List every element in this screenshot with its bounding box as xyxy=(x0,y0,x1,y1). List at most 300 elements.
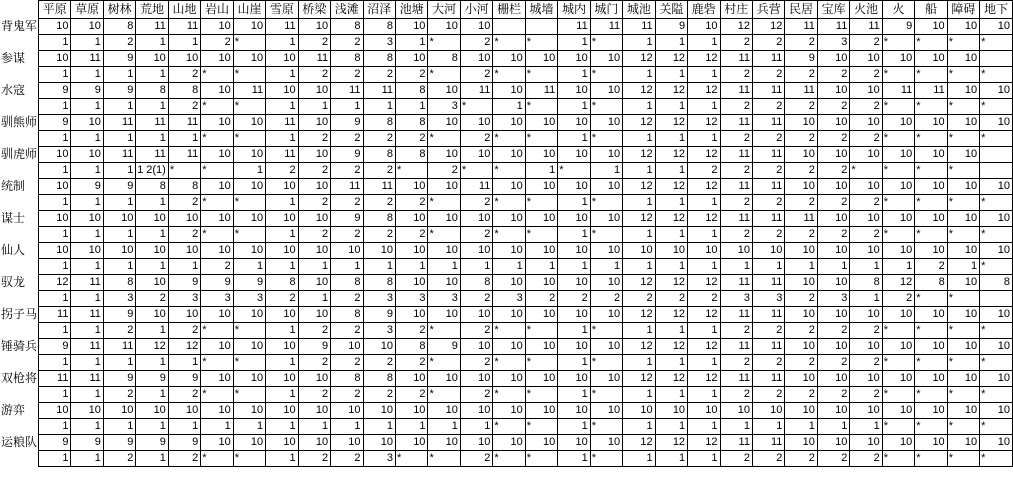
table-body xyxy=(0,19,1013,467)
table-cell: 10 xyxy=(947,307,979,323)
table-cell: 12 xyxy=(623,339,655,355)
table-row xyxy=(0,307,1013,323)
table-cell: 2 xyxy=(460,355,492,371)
table-cell: 1 xyxy=(460,419,492,435)
table-cell: 12 xyxy=(623,371,655,387)
table-cell: 10 xyxy=(136,403,168,419)
table-cell: 3 xyxy=(363,451,395,467)
table-cell: 2 xyxy=(168,99,200,115)
table-cell: * xyxy=(915,163,947,179)
table-cell: 10 xyxy=(201,51,233,67)
column-header: 草原 xyxy=(71,1,103,19)
table-cell: 2 xyxy=(395,67,427,83)
table-row xyxy=(0,339,1013,355)
table-cell: 2 xyxy=(850,195,882,211)
table-cell: 1 xyxy=(103,99,135,115)
row-label xyxy=(0,419,39,435)
table-cell: 1 xyxy=(785,419,817,435)
table-cell: 1 xyxy=(558,131,590,147)
table-cell: 10 xyxy=(882,371,914,387)
table-cell: 10 xyxy=(590,435,622,451)
table-cell: 2 xyxy=(850,131,882,147)
table-cell: 10 xyxy=(201,371,233,387)
table-cell: * xyxy=(201,451,233,467)
table-cell: 1 xyxy=(395,35,427,51)
table-cell: 9 xyxy=(331,147,363,163)
table-cell: 8 xyxy=(136,83,168,99)
table-cell: 12 xyxy=(623,179,655,195)
table-cell: 10 xyxy=(947,115,979,131)
table-cell xyxy=(493,19,525,35)
table-cell: 2 xyxy=(785,35,817,51)
table-cell: 2 xyxy=(785,195,817,211)
table-cell: 1 xyxy=(233,419,265,435)
table-cell: 1 xyxy=(688,227,720,243)
table-cell: 12 xyxy=(688,275,720,291)
table-cell: 1 xyxy=(623,451,655,467)
table-cell: * xyxy=(915,323,947,339)
table-cell: 10 xyxy=(460,403,492,419)
table-cell: 12 xyxy=(655,211,687,227)
table-cell: 2 xyxy=(298,67,330,83)
table-cell: 10 xyxy=(590,403,622,419)
table-cell: * xyxy=(915,355,947,371)
table-cell: 2 xyxy=(785,131,817,147)
table-cell: * xyxy=(233,67,265,83)
table-cell: 3 xyxy=(817,291,849,307)
table-cell: 8 xyxy=(103,19,135,35)
table-cell: 11 xyxy=(720,115,752,131)
table-cell: * xyxy=(947,99,979,115)
table-cell: 9 xyxy=(71,83,103,99)
table-cell: 8 xyxy=(331,19,363,35)
table-cell: 10 xyxy=(395,275,427,291)
table-cell: 1 xyxy=(266,419,298,435)
table-cell: 2 xyxy=(752,227,784,243)
table-cell: 11 xyxy=(752,179,784,195)
row-label: 拐子马 xyxy=(1,307,38,321)
table-cell: 2 xyxy=(785,227,817,243)
table-cell: 11 xyxy=(720,339,752,355)
column-header: 宝库 xyxy=(817,1,849,19)
table-cell: 10 xyxy=(882,307,914,323)
table-row xyxy=(0,195,1013,211)
table-cell: * xyxy=(980,131,1013,147)
table-cell: 12 xyxy=(39,275,71,291)
table-cell: 1 xyxy=(623,419,655,435)
table-cell: * xyxy=(850,163,882,179)
column-header: 树林 xyxy=(103,1,135,19)
row-label: 水寇 xyxy=(1,83,26,97)
table-cell: 2 xyxy=(817,131,849,147)
table-cell: 1 xyxy=(331,259,363,275)
table-cell: 2 xyxy=(331,195,363,211)
table-cell: * xyxy=(428,131,460,147)
table-cell: 1 xyxy=(71,227,103,243)
table-cell: 10 xyxy=(947,19,979,35)
table-cell: 2 xyxy=(752,35,784,51)
table-cell: 1 xyxy=(655,451,687,467)
table-cell: * xyxy=(980,35,1013,51)
table-cell: 10 xyxy=(558,115,590,131)
table-cell: 10 xyxy=(850,307,882,323)
table-cell: 1 xyxy=(39,227,71,243)
table-cell: 10 xyxy=(201,211,233,227)
table-cell: 1 xyxy=(395,259,427,275)
table-cell: 1 xyxy=(71,195,103,211)
table-cell: 10 xyxy=(201,307,233,323)
table-row xyxy=(0,371,1013,387)
table-cell: 11 xyxy=(850,19,882,35)
table-cell: 2 xyxy=(395,131,427,147)
table-cell: 10 xyxy=(428,371,460,387)
table-cell: 2 xyxy=(752,323,784,339)
table-cell: 10 xyxy=(817,51,849,67)
table-cell: 1 xyxy=(688,451,720,467)
table-cell: 10 xyxy=(103,403,135,419)
table-cell: 1 xyxy=(558,227,590,243)
table-cell: 10 xyxy=(39,147,71,163)
table-cell: 12 xyxy=(655,147,687,163)
table-cell: 10 xyxy=(201,339,233,355)
table-row xyxy=(0,147,1013,163)
table-cell: * xyxy=(947,195,979,211)
table-cell: 3 xyxy=(817,35,849,51)
table-cell: 11 xyxy=(168,115,200,131)
table-cell: 1 xyxy=(623,163,655,179)
table-cell: * xyxy=(947,291,979,307)
table-cell: 2 xyxy=(395,227,427,243)
table-cell: * xyxy=(590,355,622,371)
table-cell: 1 xyxy=(103,131,135,147)
table-cell: 2 xyxy=(395,323,427,339)
table-cell: 1 xyxy=(168,259,200,275)
table-cell: 11 xyxy=(39,307,71,323)
table-cell: 1 xyxy=(623,355,655,371)
table-cell: 1 xyxy=(623,195,655,211)
table-cell: 10 xyxy=(525,115,557,131)
table-cell: 1 xyxy=(136,387,168,403)
table-cell: 12 xyxy=(655,307,687,323)
table-cell: 11 xyxy=(915,83,947,99)
table-cell: 9 xyxy=(71,179,103,195)
table-cell: 3 xyxy=(752,291,784,307)
table-cell: 1 xyxy=(331,99,363,115)
table-cell: 9 xyxy=(655,19,687,35)
table-cell: 9 xyxy=(428,339,460,355)
table-cell: * xyxy=(947,419,979,435)
table-row xyxy=(0,131,1013,147)
table-cell: 2 xyxy=(298,355,330,371)
table-cell: 2 xyxy=(850,227,882,243)
table-cell: 9 xyxy=(201,275,233,291)
table-cell: 2 xyxy=(785,163,817,179)
table-cell: * xyxy=(428,195,460,211)
table-cell: 11 xyxy=(752,275,784,291)
table-cell: 10 xyxy=(590,339,622,355)
table-cell: 9 xyxy=(103,435,135,451)
table-cell: 8 xyxy=(395,339,427,355)
table-cell: 10 xyxy=(850,179,882,195)
table-cell: 1 xyxy=(623,131,655,147)
table-cell: 1 xyxy=(525,163,557,179)
table-cell: 10 xyxy=(850,403,882,419)
table-cell: 8 xyxy=(103,275,135,291)
table-cell: 1 xyxy=(460,259,492,275)
table-cell: * xyxy=(395,163,427,179)
table-cell: * xyxy=(947,227,979,243)
table-cell: 10 xyxy=(558,179,590,195)
table-cell: 10 xyxy=(980,115,1013,131)
table-cell: * xyxy=(590,195,622,211)
table-cell: 12 xyxy=(720,19,752,35)
table-cell: 1 xyxy=(363,419,395,435)
table-cell: 10 xyxy=(525,243,557,259)
table-cell: 10 xyxy=(266,307,298,323)
table-cell: 1 xyxy=(688,323,720,339)
table-cell: * xyxy=(493,195,525,211)
column-header: 小河 xyxy=(460,1,492,19)
table-cell: 2 xyxy=(785,323,817,339)
table-cell: 1 xyxy=(103,355,135,371)
table-cell: 2 xyxy=(688,291,720,307)
table-cell: 2 xyxy=(298,163,330,179)
table-cell: 11 xyxy=(623,19,655,35)
table-cell: 2 xyxy=(168,227,200,243)
table-cell: 2 xyxy=(850,35,882,51)
table-cell: * xyxy=(525,131,557,147)
table-cell: 11 xyxy=(103,339,135,355)
table-cell: * xyxy=(201,131,233,147)
row-label: 双枪将 xyxy=(1,371,38,385)
table-cell: 10 xyxy=(947,435,979,451)
table-cell: 10 xyxy=(298,147,330,163)
table-cell: 8 xyxy=(363,115,395,131)
table-corner-cell xyxy=(0,1,39,19)
table-cell: * xyxy=(493,35,525,51)
table-cell: 10 xyxy=(915,115,947,131)
column-header: 山地 xyxy=(168,1,200,19)
table-cell: * xyxy=(882,227,914,243)
table-cell: 10 xyxy=(103,243,135,259)
table-cell: 1 xyxy=(136,131,168,147)
table-cell: 10 xyxy=(915,179,947,195)
table-cell: 1 xyxy=(850,259,882,275)
table-cell: * xyxy=(493,451,525,467)
table-cell: 10 xyxy=(39,243,71,259)
table-cell: 2 xyxy=(720,451,752,467)
row-label xyxy=(0,131,39,147)
table-cell: 10 xyxy=(850,211,882,227)
table-cell: 2 xyxy=(103,387,135,403)
table-cell: 12 xyxy=(655,83,687,99)
table-cell: 10 xyxy=(201,19,233,35)
table-cell: 2 xyxy=(298,227,330,243)
table-cell: 1 xyxy=(331,419,363,435)
table-cell: 10 xyxy=(298,115,330,131)
column-header: 火 xyxy=(882,1,914,19)
table-cell: 10 xyxy=(233,435,265,451)
table-cell: 10 xyxy=(428,19,460,35)
column-header: 平原 xyxy=(39,1,71,19)
column-header: 城门 xyxy=(590,1,622,19)
table-cell: 12 xyxy=(655,339,687,355)
table-cell: 2 xyxy=(850,99,882,115)
table-cell: 10 xyxy=(525,307,557,323)
table-cell: * xyxy=(460,163,492,179)
table-cell: 2 xyxy=(103,323,135,339)
table-cell: 1 xyxy=(752,259,784,275)
table-cell: 1 xyxy=(558,35,590,51)
table-cell: 1 xyxy=(655,131,687,147)
table-row xyxy=(0,435,1013,451)
row-label: 锤骑兵 xyxy=(1,339,38,353)
table-cell: 2 xyxy=(590,291,622,307)
table-cell: 2 xyxy=(785,451,817,467)
table-cell: * xyxy=(493,227,525,243)
table-cell: 9 xyxy=(363,307,395,323)
table-cell: 2 xyxy=(460,195,492,211)
table-cell: 3 xyxy=(201,291,233,307)
table-cell: 8 xyxy=(331,371,363,387)
table-cell: 8 xyxy=(331,51,363,67)
table-cell: 2 xyxy=(915,259,947,275)
table-cell: 11 xyxy=(71,51,103,67)
table-cell: 2 xyxy=(331,387,363,403)
table-cell: 10 xyxy=(590,51,622,67)
table-cell: 1 xyxy=(298,291,330,307)
table-cell: 9 xyxy=(39,83,71,99)
table-cell: 12 xyxy=(655,179,687,195)
table-cell: 3 xyxy=(493,291,525,307)
column-header: 船 xyxy=(915,1,947,19)
table-cell xyxy=(980,51,1013,67)
table-cell: 10 xyxy=(266,243,298,259)
table-cell: 10 xyxy=(947,211,979,227)
table-cell: * xyxy=(590,323,622,339)
table-cell: * xyxy=(590,451,622,467)
table-cell: 10 xyxy=(39,179,71,195)
table-cell: 11 xyxy=(882,83,914,99)
table-cell: 10 xyxy=(947,51,979,67)
table-cell: 12 xyxy=(655,371,687,387)
table-cell: 12 xyxy=(688,435,720,451)
table-cell xyxy=(525,19,557,35)
table-cell: 1 xyxy=(39,99,71,115)
table-cell: 1 xyxy=(525,259,557,275)
table-row xyxy=(0,227,1013,243)
table-cell: 1 xyxy=(266,195,298,211)
column-header: 荒地 xyxy=(136,1,168,19)
table-cell: 2 xyxy=(817,99,849,115)
table-cell xyxy=(980,163,1013,179)
table-cell: 1 xyxy=(558,355,590,371)
table-cell: 10 xyxy=(493,179,525,195)
table-cell: 1 xyxy=(136,451,168,467)
row-label xyxy=(0,67,39,83)
table-cell: 1 xyxy=(298,259,330,275)
table-cell: 1 xyxy=(71,387,103,403)
table-cell: 9 xyxy=(39,435,71,451)
table-cell: 12 xyxy=(688,339,720,355)
table-cell: 1 xyxy=(363,259,395,275)
table-cell: * xyxy=(915,99,947,115)
table-cell: 2 xyxy=(882,291,914,307)
table-cell: 1 xyxy=(655,259,687,275)
table-cell: 1 xyxy=(395,99,427,115)
table-cell: 10 xyxy=(558,83,590,99)
table-cell: 10 xyxy=(590,275,622,291)
table-cell: 10 xyxy=(525,211,557,227)
table-cell: * xyxy=(882,99,914,115)
table-cell: 1 2(1) xyxy=(136,163,168,179)
table-cell: 10 xyxy=(817,243,849,259)
table-cell: 1 xyxy=(71,163,103,179)
table-cell: 10 xyxy=(201,115,233,131)
table-cell: 10 xyxy=(136,51,168,67)
table-cell: 2 xyxy=(103,451,135,467)
table-cell: 1 xyxy=(655,419,687,435)
table-cell: 10 xyxy=(298,275,330,291)
table-cell: 1 xyxy=(623,387,655,403)
table-cell: * xyxy=(493,323,525,339)
table-cell: 2 xyxy=(136,291,168,307)
table-cell: 10 xyxy=(395,307,427,323)
table-cell: 2 xyxy=(395,355,427,371)
table-cell: 10 xyxy=(298,371,330,387)
table-cell: 1 xyxy=(785,259,817,275)
table-cell: 10 xyxy=(915,211,947,227)
table-cell: * xyxy=(882,355,914,371)
table-cell: 11 xyxy=(752,307,784,323)
table-cell: 2 xyxy=(785,291,817,307)
table-cell: 10 xyxy=(136,275,168,291)
table-cell: 10 xyxy=(493,51,525,67)
table-cell: 10 xyxy=(460,339,492,355)
row-label: 参谋 xyxy=(1,51,26,65)
table-cell: * xyxy=(201,99,233,115)
table-cell: 1 xyxy=(558,67,590,83)
table-cell: 10 xyxy=(980,435,1013,451)
table-cell: 11 xyxy=(752,339,784,355)
table-row xyxy=(0,419,1013,435)
table-cell: 1 xyxy=(136,99,168,115)
table-cell: 8 xyxy=(168,179,200,195)
row-label xyxy=(0,323,39,339)
table-cell: 2 xyxy=(850,387,882,403)
table-cell: 10 xyxy=(233,307,265,323)
table-cell: 10 xyxy=(298,307,330,323)
table-cell: 10 xyxy=(980,19,1013,35)
table-cell: 1 xyxy=(136,323,168,339)
table-cell: 10 xyxy=(980,179,1013,195)
table-cell: 10 xyxy=(266,371,298,387)
table-cell: 8 xyxy=(395,147,427,163)
table-cell: 10 xyxy=(428,307,460,323)
table-cell: 10 xyxy=(590,371,622,387)
table-cell: * xyxy=(980,259,1013,275)
table-cell: * xyxy=(947,323,979,339)
table-cell: 3 xyxy=(363,35,395,51)
table-cell: 10 xyxy=(817,179,849,195)
table-cell: * xyxy=(882,35,914,51)
table-cell: 2 xyxy=(331,163,363,179)
table-cell: 1 xyxy=(136,35,168,51)
table-cell: 10 xyxy=(395,243,427,259)
table-cell: 9 xyxy=(103,307,135,323)
row-label xyxy=(0,291,39,307)
table-cell: 3 xyxy=(103,291,135,307)
